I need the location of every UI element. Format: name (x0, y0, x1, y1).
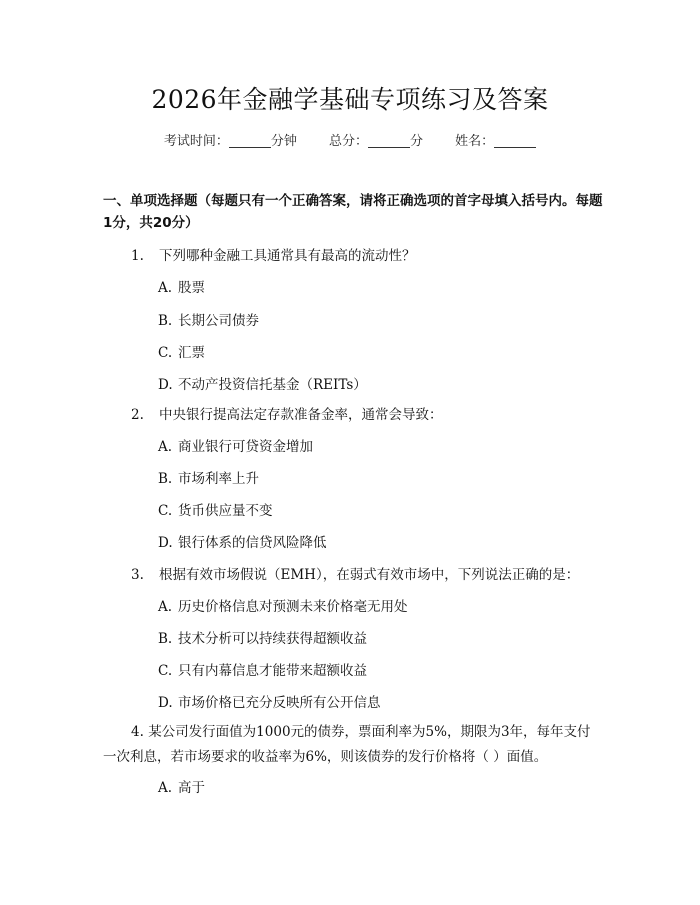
question-text: 某公司发行面值为1000元的债券，票面利率为5%，期限为3年，每年支付一次利息，若市场要求的收益率为6%，则该债券的发行价格将（ ）面值。 (103, 724, 591, 765)
question (131, 244, 601, 264)
question-text: 根据有效市场假说（EMH），在弱式有效市场中，下列说法正确的是： (159, 567, 580, 583)
question-text: 下列哪种金融工具通常具有最高的流动性？ (159, 248, 416, 264)
name-blank[interactable] (494, 133, 536, 148)
section-heading: 一、单项选择题（每题只有一个正确答案，请将正确选项的首字母填入括号内。每题1分，共20分） (103, 193, 603, 231)
option-text: 历史价格信息对预测未来价格毫无用处 (178, 599, 408, 615)
question-text: 中央银行提高法定存款准备金率，通常会导致： (159, 407, 443, 423)
option-text: 不动产投资信托基金（REITs） (178, 377, 367, 393)
name-label: 姓名： (455, 134, 495, 149)
score-blank[interactable] (368, 133, 410, 148)
option (158, 659, 367, 679)
time-blank[interactable] (229, 133, 271, 148)
option (158, 691, 381, 711)
option (158, 309, 259, 329)
option (158, 341, 205, 361)
option-text: 商业银行可贷资金增加 (178, 439, 313, 455)
time-unit: 分钟 (270, 134, 297, 149)
score-unit: 分 (410, 134, 424, 149)
option-text: 市场价格已充分反映所有公开信息 (178, 695, 381, 711)
option-text: 市场利率上升 (178, 471, 259, 487)
option-letter: A. (158, 599, 173, 615)
time-label: 考试时间： (163, 134, 229, 149)
option (158, 435, 313, 455)
option-letter: B. (158, 631, 173, 647)
exam-meta (0, 130, 700, 149)
exam-name (455, 134, 536, 149)
option-text: 长期公司债券 (178, 313, 259, 329)
option (158, 373, 367, 393)
option-letter: B. (158, 471, 173, 487)
option-letter: B. (158, 313, 173, 329)
question (131, 563, 601, 583)
option (158, 499, 273, 519)
question-number: 1. (131, 248, 144, 264)
exam-time (164, 134, 301, 149)
option-text: 只有内幕信息才能带来超额收益 (178, 663, 367, 679)
exam-score (329, 134, 427, 149)
option (158, 276, 205, 296)
option-letter: C. (158, 503, 173, 519)
option-letter: C. (158, 663, 173, 679)
option (158, 627, 367, 647)
option-letter: A. (158, 439, 173, 455)
option-text: 汇票 (178, 345, 205, 361)
option-letter: D. (158, 535, 173, 551)
option-letter: A. (158, 780, 173, 796)
question (131, 403, 601, 423)
question-number: 3. (131, 567, 144, 583)
question-number: 4. (131, 724, 144, 740)
score-label: 总分： (328, 134, 368, 149)
option-text: 技术分析可以持续获得超额收益 (178, 631, 367, 647)
question (103, 720, 603, 770)
option (158, 776, 205, 796)
option-letter: C. (158, 345, 173, 361)
question-number: 2. (131, 407, 144, 423)
option-text: 股票 (178, 280, 205, 296)
page-title: 2026年金融学基础专项练习及答案 (151, 85, 549, 114)
option-text: 高于 (178, 780, 205, 796)
option (158, 595, 408, 615)
option (158, 531, 327, 551)
option-letter: D. (158, 377, 173, 393)
option-text: 银行体系的信贷风险降低 (178, 535, 327, 551)
option-letter: D. (158, 695, 173, 711)
option-text: 货币供应量不变 (178, 503, 273, 519)
option (158, 467, 259, 487)
option-letter: A. (158, 280, 173, 296)
